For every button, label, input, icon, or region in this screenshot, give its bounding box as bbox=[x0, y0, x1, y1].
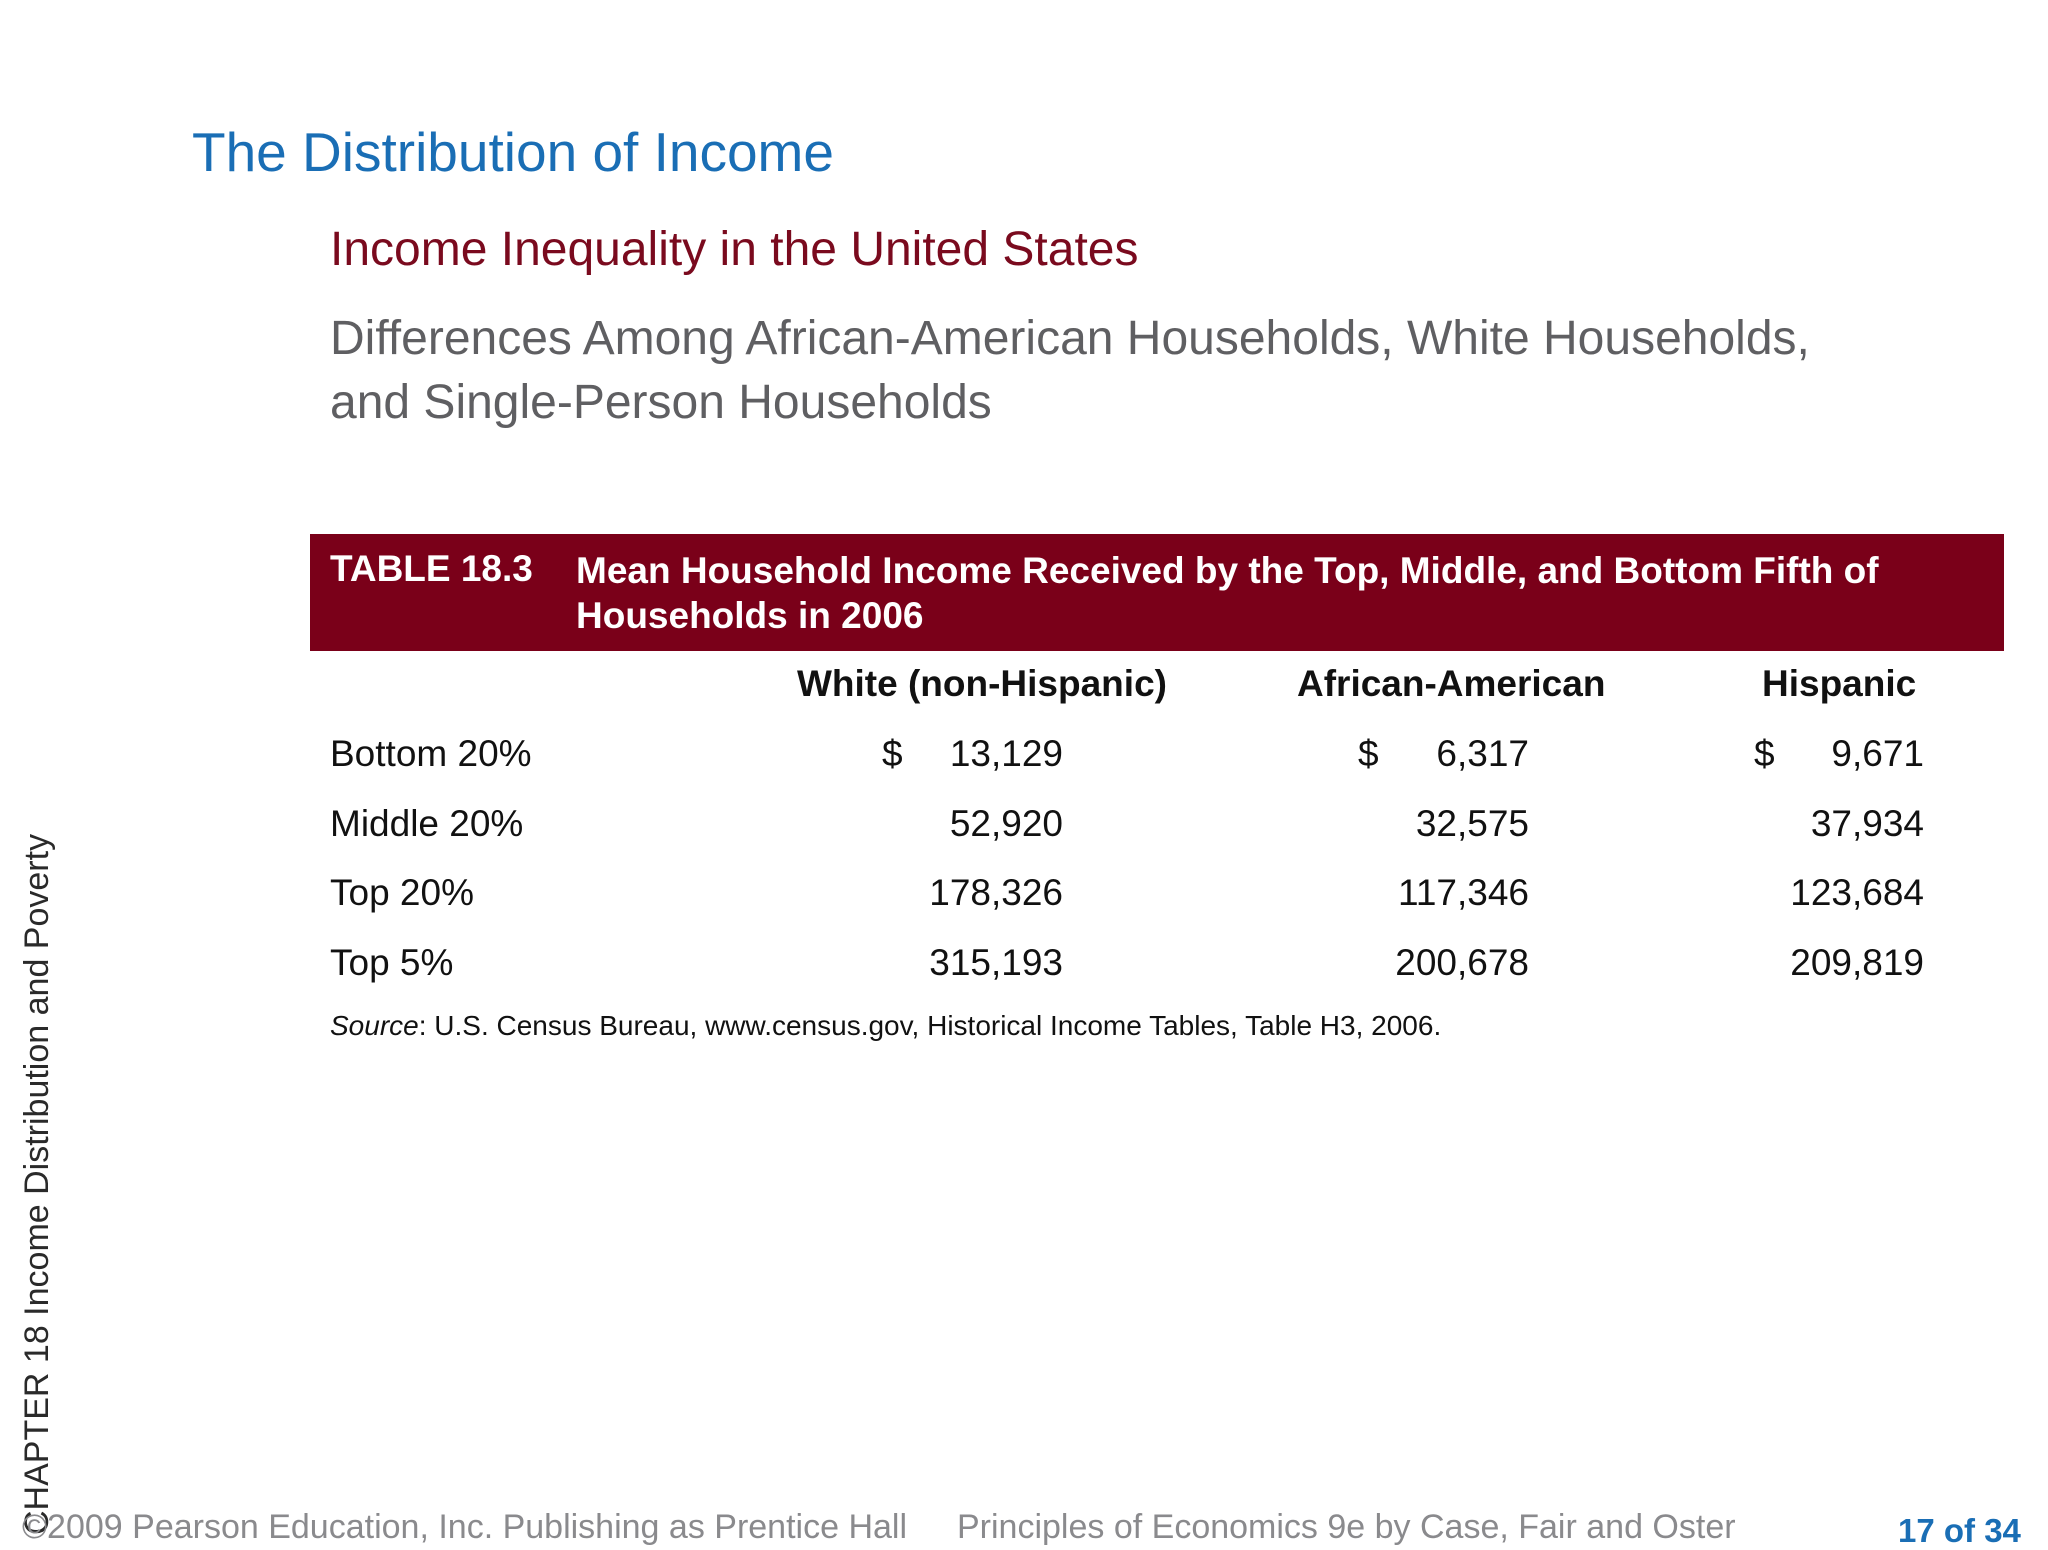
currency-symbol: $ bbox=[882, 733, 903, 774]
table-cell: 209,819 bbox=[1790, 942, 1924, 983]
page-number: 17 of 34 bbox=[1898, 1512, 2021, 1549]
subheading: Differences Among African-American Households, White Households, and Single-Person Households bbox=[330, 312, 1810, 429]
side-chapter-text: CHAPTER 18 Income Distribution and Poverty bbox=[18, 833, 56, 1535]
row-label: Top 20% bbox=[330, 872, 474, 913]
row-label: Top 5% bbox=[330, 942, 454, 983]
table-cell: 52,920 bbox=[949, 803, 1063, 844]
table-cell: 200,678 bbox=[1395, 942, 1529, 983]
table-cell: 6,317 bbox=[1436, 733, 1529, 774]
row-label: Middle 20% bbox=[330, 803, 524, 844]
table-cell: 178,326 bbox=[929, 872, 1063, 913]
section-heading: Income Inequality in the United States bbox=[330, 223, 1139, 276]
slide-title: The Distribution of Income bbox=[192, 121, 834, 183]
table-cell: 315,193 bbox=[929, 942, 1063, 983]
table-cell: 9,671 bbox=[1831, 733, 1924, 774]
table-cell: 117,346 bbox=[1398, 872, 1529, 913]
footer-copyright: ©2009 Pearson Education, Inc. Publishing as Prentice Hall bbox=[22, 1508, 908, 1546]
source-note bbox=[330, 1010, 1441, 1042]
table-cell: 37,934 bbox=[1810, 803, 1924, 844]
source-text: : U.S. Census Bureau, www.census.gov, Historical Income Tables, Table H3, 2006. bbox=[418, 1010, 1442, 1041]
footer-book-title: Principles of Economics 9e by Case, Fair and Oster bbox=[957, 1508, 1736, 1546]
row-label: Bottom 20% bbox=[330, 733, 532, 774]
column-header-white: White (non-Hispanic) bbox=[797, 663, 1167, 704]
table-cell: 123,684 bbox=[1790, 872, 1924, 913]
column-header-hispanic: Hispanic bbox=[1762, 663, 1917, 704]
currency-symbol: $ bbox=[1358, 733, 1379, 774]
table-header bbox=[310, 534, 2004, 651]
table-caption: Mean Household Income Received by the Top, Middle, and Bottom Fifth of Households in 2006 bbox=[576, 550, 1879, 636]
table-cell: 32,575 bbox=[1415, 803, 1529, 844]
source-label: Source bbox=[330, 1010, 419, 1041]
table-cell: 13,129 bbox=[949, 733, 1063, 774]
table-number: TABLE 18.3 bbox=[330, 548, 533, 589]
column-header-african-american: African-American bbox=[1297, 663, 1606, 704]
currency-symbol: $ bbox=[1754, 733, 1775, 774]
